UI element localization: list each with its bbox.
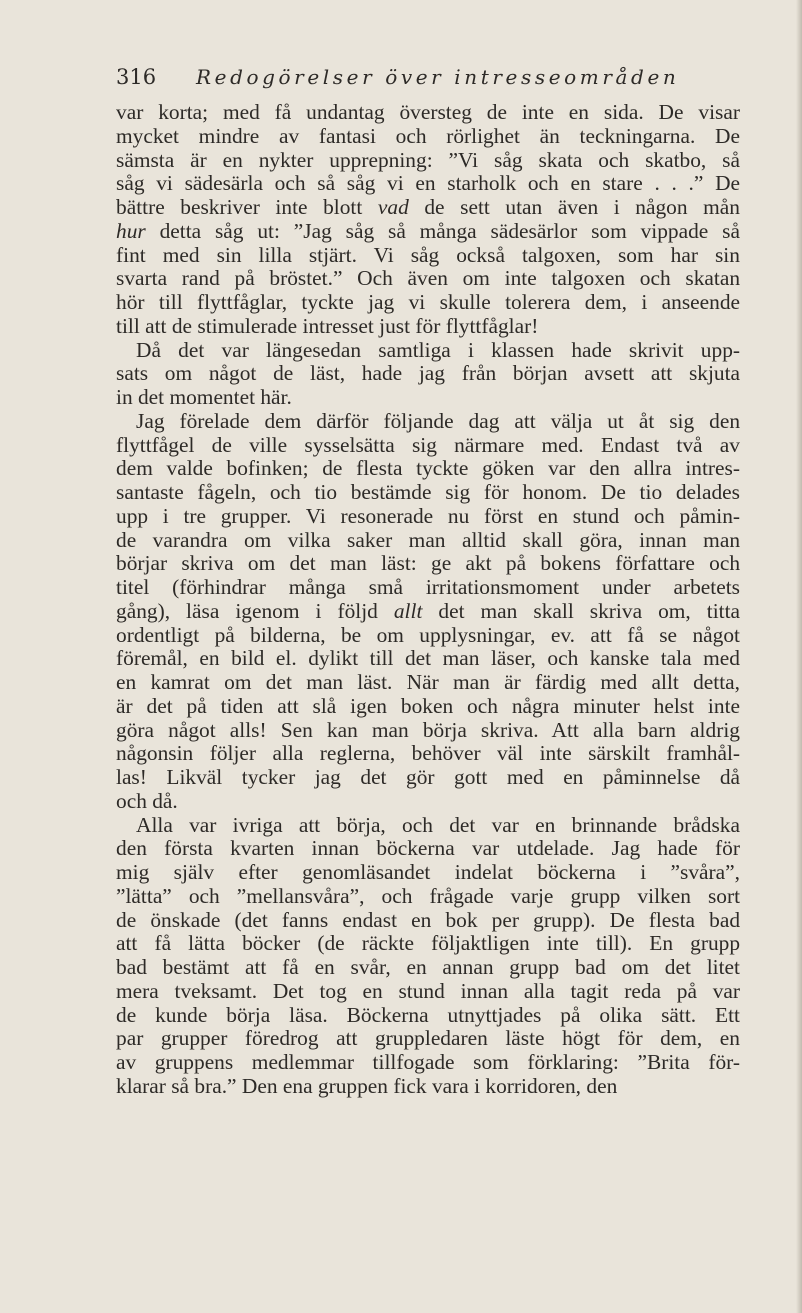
text-line-content: ordentligt på bilderna, be om upplysningar, ev. att få se något	[116, 622, 740, 647]
text-line	[116, 576, 740, 600]
page-number: 316	[116, 65, 157, 89]
text-line-content: de kunde börja läsa. Böckerna utnyttjades på olika sätt. Ett	[116, 1002, 740, 1027]
text-line-content: att få lätta böcker (de räckte följaktligen inte till). En grupp	[116, 931, 741, 956]
text-line-content: av gruppens medlemmar tillfogade som förklaring: ”Brita för-	[116, 1050, 740, 1074]
text-line-content: mig själv efter genomläsandet indelat böckerna i ”svåra”,	[116, 860, 741, 884]
text-line	[116, 220, 740, 244]
text-line-content: bad bestämt att få en svår, en annan grupp bad om det litet	[116, 955, 740, 979]
text-line-content: föremål, en bild el. dylikt till det man läser, och kanske tala med	[116, 646, 740, 671]
text-line-content: är det på tiden att slå igen boken och några minuter helst inte	[116, 693, 741, 718]
text-line	[116, 932, 740, 956]
text-line	[116, 647, 740, 671]
text-line-content: var korta; med få undantag översteg de inte en sida. De visar	[116, 100, 740, 124]
text-line-content: börjar skriva om det man läst: ge akt på bokens författare och	[116, 551, 741, 576]
emphasized-word: hur	[116, 218, 146, 243]
text-line	[116, 339, 740, 363]
text-line-content: par grupper föredrog att gruppledaren läste högt för dem, en	[116, 1026, 740, 1051]
text-line-content: en kamrat om det man läst. När man är färdig med allt detta,	[116, 670, 741, 694]
text-line-content: såg vi sädesärla och så såg vi en starholk och en stare . . .” De	[116, 171, 741, 196]
text-line	[116, 790, 740, 814]
text-line-content: någonsin följer alla reglerna, behöver väl inte särskilt framhål-	[116, 741, 741, 766]
text-line	[116, 529, 740, 553]
text-line	[116, 505, 740, 529]
text-line-content: Då det var längesedan samtliga i klassen hade skrivit upp-	[136, 337, 741, 362]
text-line	[116, 291, 740, 315]
text-line	[116, 1051, 740, 1075]
text-line-content: svarta rand på bröstet.” Och även om inte talgoxen och skatan	[116, 266, 741, 291]
text-line	[116, 196, 740, 220]
text-line-content: upp i tre grupper. Vi resonerade nu först en stund och påmin-	[116, 503, 741, 528]
text-line-content: de önskade (det fanns endast en bok per grupp). De flesta bad	[116, 907, 741, 932]
text-line	[116, 149, 740, 173]
page-header	[116, 64, 746, 90]
text-line-content: sats om något de läst, hade jag från början avsett att skjuta	[116, 361, 741, 386]
text-line-content: bättre beskriver inte blott vad de sett utan även i någon mån	[116, 195, 740, 219]
body-text	[116, 101, 740, 1099]
text-line	[116, 1004, 740, 1028]
text-line-content: mycket mindre av fantasi och rörlighet än teckningarna. De	[116, 123, 740, 148]
text-line-content: gång), läsa igenom i följd allt det man skall skriva om, titta	[116, 598, 741, 623]
text-line	[116, 267, 740, 291]
text-line	[116, 909, 740, 933]
text-line	[116, 315, 740, 339]
text-line	[116, 671, 740, 695]
text-line	[116, 861, 740, 885]
text-line	[116, 624, 740, 648]
page-edge-shadow	[796, 0, 802, 1313]
text-line-content: in det momentet här.	[116, 385, 292, 409]
text-line-content: och då.	[116, 788, 178, 813]
text-line	[116, 1075, 740, 1099]
text-line-content: Alla var ivriga att börja, och det var en brinnande brådska	[136, 812, 740, 837]
text-line	[116, 172, 740, 196]
text-line	[116, 552, 740, 576]
text-line	[116, 719, 740, 743]
emphasized-word: allt	[393, 598, 423, 623]
text-line-content: fint med sin lilla stjärt. Vi såg också talgoxen, som har sin	[116, 242, 740, 267]
text-line-content: hur detta såg ut: ”Jag såg så många sädesärlor som vippade så	[116, 218, 740, 243]
text-line-content: de varandra om vilka saker man alltid skall göra, innan man	[116, 527, 741, 552]
text-line-content: sämsta är en nykter upprepning: ”Vi såg skata och skatbo, så	[116, 147, 740, 172]
text-line	[116, 244, 740, 268]
text-line	[116, 410, 740, 434]
text-line-content: dem valde bofinken; de flesta tyckte göken var den allra intres-	[116, 456, 740, 481]
text-line	[116, 885, 740, 909]
text-line-content: santaste fågeln, och tio bestämde sig för honom. De tio delades	[116, 480, 740, 504]
text-line-content: titel (förhindrar många små irritationsmoment under arbetets	[116, 575, 740, 599]
text-line	[116, 125, 740, 149]
text-line-content: las! Likväl tycker jag det gör gott med en påminnelse då	[116, 765, 741, 789]
text-line	[116, 481, 740, 505]
text-line	[116, 386, 740, 410]
text-line	[116, 742, 740, 766]
text-line	[116, 837, 740, 861]
text-line	[116, 101, 740, 125]
text-line	[116, 434, 740, 458]
emphasized-word: vad	[377, 195, 409, 219]
text-line	[116, 814, 740, 838]
text-line	[116, 1027, 740, 1051]
text-line-content: klarar så bra.” Den ena gruppen fick vara i korridoren, den	[116, 1073, 618, 1098]
text-line-content: ”lätta” och ”mellansvåra”, och frågade varje grupp vilken sort	[116, 883, 741, 908]
text-line-content: den första kvarten innan böckerna var utdelade. Jag hade för	[116, 836, 740, 861]
text-line-content: göra något alls! Sen kan man börja skriva. Att alla barn aldrig	[116, 717, 740, 742]
text-line	[116, 457, 740, 481]
running-title: Redogörelser över intresseområden	[196, 65, 680, 89]
text-line	[116, 600, 740, 624]
text-line	[116, 956, 740, 980]
text-line	[116, 695, 740, 719]
text-line-content: Jag förelade dem därför följande dag att välja ut åt sig den	[136, 408, 741, 433]
text-line-content: hör till flyttfåglar, tyckte jag vi skulle tolerera dem, i anseende	[116, 290, 741, 314]
text-line-content: mera tveksamt. Det tog en stund innan alla tagit reda på var	[116, 978, 741, 1003]
text-line	[116, 362, 740, 386]
text-line-content: till att de stimulerade intresset just för flyttfåglar!	[116, 313, 539, 338]
text-line	[116, 980, 740, 1004]
text-line	[116, 766, 740, 790]
text-line-content: flyttfågel de ville sysselsätta sig närmare med. Endast två av	[116, 432, 740, 457]
